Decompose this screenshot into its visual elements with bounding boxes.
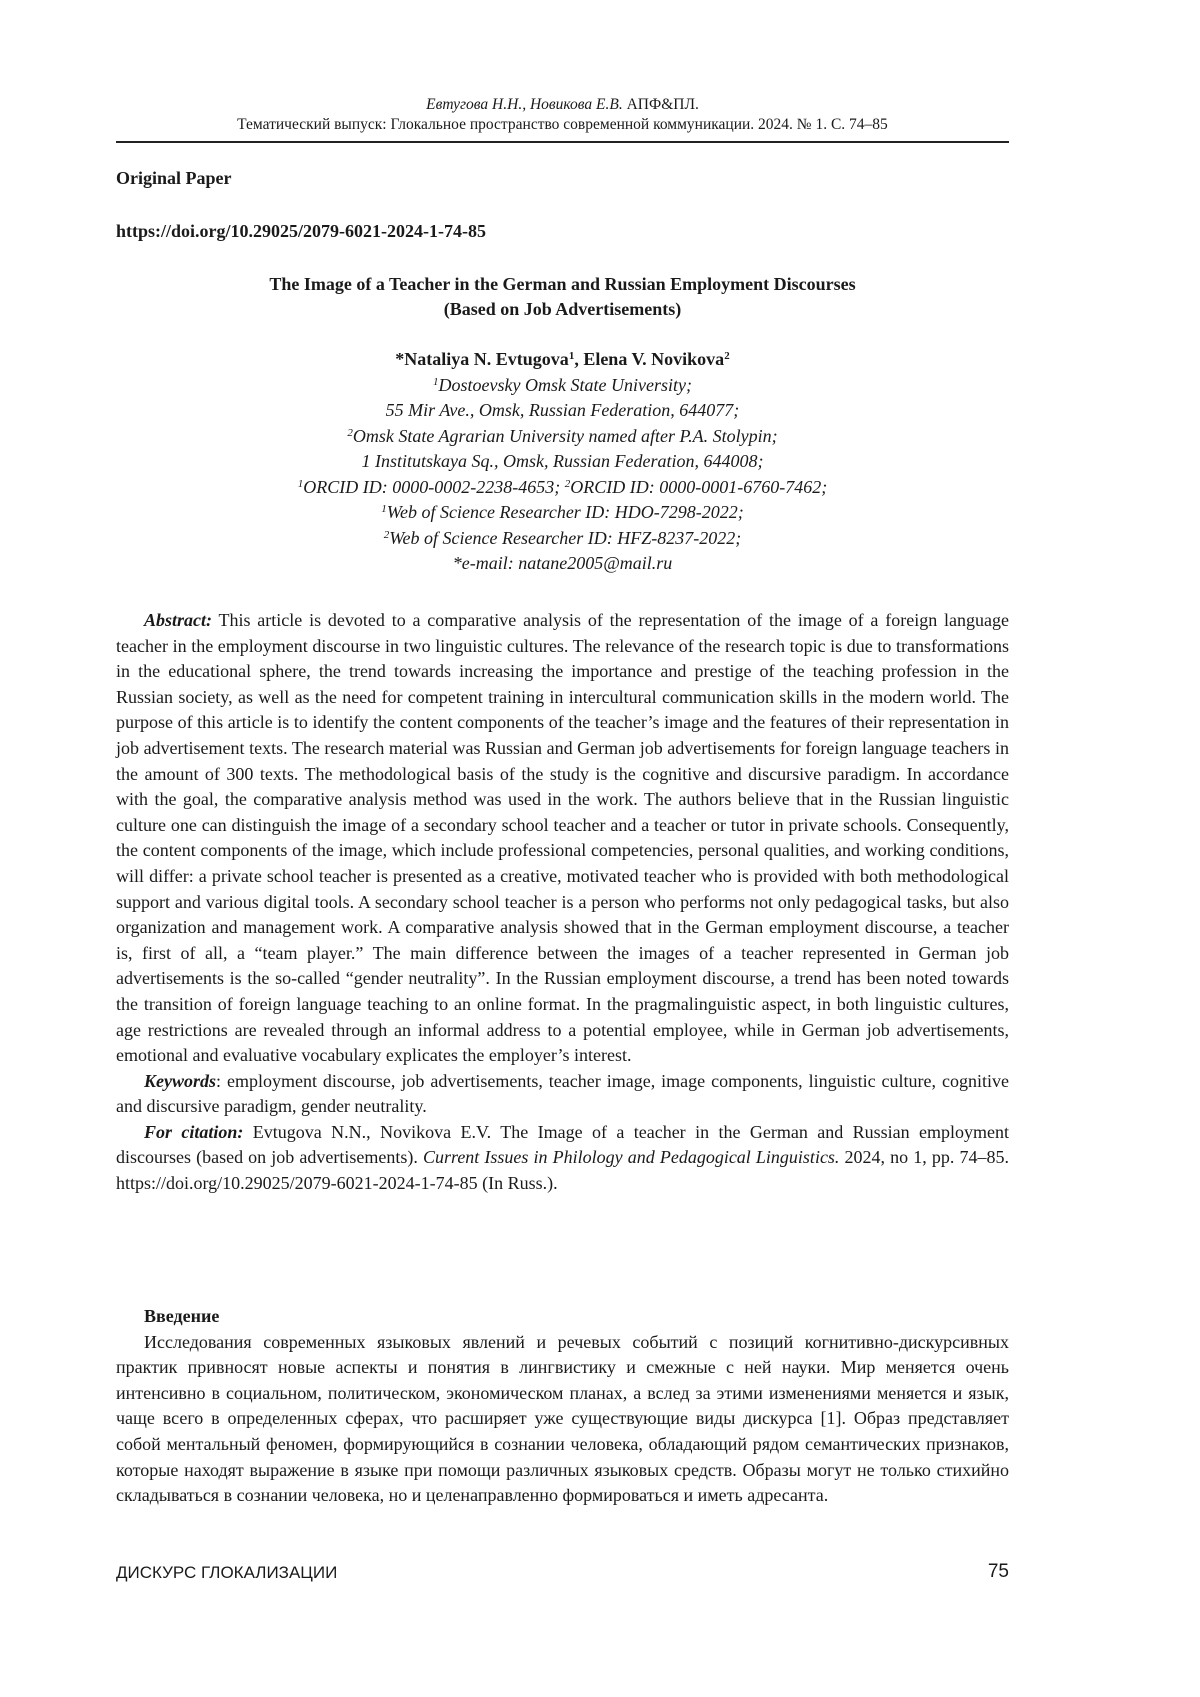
wos-1-line bbox=[116, 500, 1009, 526]
abstract-text: This article is devoted to a comparative analysis of the representation of the image of a foreign language teacher in the employment discourse in two linguistic cultures. The relevance of the research topic is due to transformations in the educational sphere, the trend towards increasing the importance and prestige of the teaching profession in the Russian society, as well as the need for competent training in intercultural communication skills in the modern world. The purpose of this article is to identify the content components of the teacher’s image and the features of their representation in job advertisement texts. The research material was Russian and German job advertisements for foreign language teachers in the amount of 300 texts. The methodological basis of the study is the cognitive and discursive paradigm. In accordance with the goal, the comparative analysis method was used in the work. The authors believe that in the Russian linguistic culture one can distinguish the image of a secondary school teacher and a teacher or tutor in private schools. Consequently, the content components of the image, which include professional competencies, personal qualities, and working conditions, will differ: a private school teacher is presented as a creative, motivated teacher who is provided with both methodological support and various digital tools. A secondary school teacher is a person who performs not only pedagogical tasks, but also organization and management work. A comparative analysis showed that in the German employment discourse, a teacher is, first of all, a “team player.” The main difference between the images of a teacher represented in German job advertisements is the so-called “gender neutrality”. In the Russian employment discourse, a trend has been noted towards the transition of foreign language teaching to an online format. In the pragmalinguistic aspect, in both linguistic cultures, age restrictions are revealed through an informal address to a potential employee, while in German job advertisements, emotional and evaluative vocabulary explicates the employer’s interest. bbox=[116, 610, 1009, 1066]
affiliation-1-name: Dostoevsky Omsk State University; bbox=[438, 374, 692, 395]
author-names bbox=[116, 347, 1009, 373]
orcid-2-sup: 2 bbox=[564, 477, 571, 490]
title-line-2: (Based on Job Advertisements) bbox=[443, 299, 682, 319]
affiliation-1-sup: 1 bbox=[433, 375, 439, 388]
abstract-paragraph bbox=[116, 608, 1009, 1069]
paper-type: Original Paper bbox=[116, 168, 232, 188]
contact-email[interactable]: *e-mail: natane2005@mail.ru bbox=[452, 553, 673, 573]
author-1-sup: 1 bbox=[568, 350, 575, 362]
author-separator: , bbox=[574, 349, 584, 369]
author-2: Elena V. Novikova bbox=[583, 349, 725, 369]
abstract-section bbox=[116, 608, 1009, 1197]
title-line-1: The Image of a Teacher in the German and Russian Employment Discourses bbox=[269, 274, 856, 294]
corresponding-mark: * bbox=[395, 349, 405, 369]
wos-2-line bbox=[116, 526, 1009, 552]
keywords-label: Keywords bbox=[144, 1070, 216, 1091]
header-journal-abbr: АПФ&ПЛ. bbox=[626, 96, 699, 113]
header-divider bbox=[116, 141, 1009, 143]
orcid-2: ORCID ID: 0000-0001-6760-7462; bbox=[570, 476, 828, 497]
header-authors: Евтугова Н.Н., Новикова Е.В. bbox=[426, 96, 623, 113]
wos-1-sup: 1 bbox=[381, 503, 387, 515]
orcid-1-sup: 1 bbox=[297, 477, 304, 490]
orcid-1: ORCID ID: 0000-0002-2238-4653; bbox=[303, 476, 565, 497]
affiliation-2-name: Omsk State Agrarian University named after P.A. Stolypin; bbox=[352, 425, 778, 446]
introduction-paragraph: Исследования современных языковых явлений и речевых событий с позиций когнитивно-дискурсивных практик привносят новые аспекты и понятия в лингвистику и смежные с ней науки. Мир меняется очень интенсивно в социальном, политическом, экономическом планах, а вслед за этими изменениями меняется и язык, чаще всего в определенных сферах, что расширяет уже существующие виды дискурса [1]. Образ представляет собой ментальный феномен, формирующийся в сознании человека, обладающий рядом семантических признаков, которые находят выражение в языке при помощи различных языковых средств. Образы могут не только стихийно складываться в сознании человека, но и целенаправленно формироваться и иметь адресанта. bbox=[116, 1331, 1009, 1506]
header-authors-line bbox=[116, 95, 1009, 115]
header-issue: Тематический выпуск: Глокальное пространство современной коммуникации. 2024. № 1. С. 74–85 bbox=[237, 116, 888, 133]
citation-text-after: 2024, no 1, pp. 74–85. https://doi.org/10.29025/2079-6021-2024-1-74-85 (In Russ.). bbox=[116, 1147, 1009, 1194]
affiliation-2-sup: 2 bbox=[347, 426, 353, 439]
affiliation-1-address: 55 Mir Ave., Omsk, Russian Federation, 644077; bbox=[385, 400, 740, 420]
page-number: 75 bbox=[987, 1561, 1009, 1582]
doi-link[interactable]: https://doi.org/10.29025/2079-6021-2024-1-74-85 bbox=[116, 221, 486, 241]
wos-2: Web of Science Researcher ID: HFZ-8237-2022; bbox=[389, 527, 742, 548]
footer-journal-name: ДИСКУРС ГЛОКАЛИЗАЦИИ bbox=[116, 1563, 338, 1582]
author-2-sup: 2 bbox=[724, 350, 730, 362]
running-header bbox=[116, 95, 1009, 135]
wos-2-sup: 2 bbox=[383, 528, 390, 541]
abstract-label: Abstract: bbox=[144, 610, 213, 630]
article-title bbox=[116, 272, 1009, 322]
keywords-text: : employment discourse, job advertisements, teacher image, image components, linguistic culture, cognitive and discursive paradigm, gender neutrality. bbox=[116, 1070, 1009, 1117]
orcid-line bbox=[116, 475, 1009, 501]
wos-1: Web of Science Researcher ID: HDO-7298-2022; bbox=[386, 502, 744, 522]
citation-journal: Current Issues in Philology and Pedagogical Linguistics. bbox=[422, 1147, 840, 1168]
affiliation-1 bbox=[116, 373, 1009, 399]
introduction-section bbox=[116, 1304, 1009, 1509]
affiliation-2 bbox=[116, 424, 1009, 450]
keywords-paragraph bbox=[116, 1069, 1009, 1120]
author-1: Nataliya N. Evtugova bbox=[404, 349, 569, 369]
author-block bbox=[116, 347, 1009, 577]
citation-label: For citation: bbox=[144, 1121, 244, 1142]
introduction-heading: Введение bbox=[144, 1306, 220, 1326]
citation-text-before: Evtugova N.N., Novikova E.V. The Image of a teacher in the German and Russian employment discourses (based on job advertisements). bbox=[116, 1121, 1009, 1168]
citation-paragraph bbox=[116, 1120, 1009, 1197]
affiliation-2-address: 1 Institutskaya Sq., Omsk, Russian Federation, 644008; bbox=[361, 451, 764, 471]
